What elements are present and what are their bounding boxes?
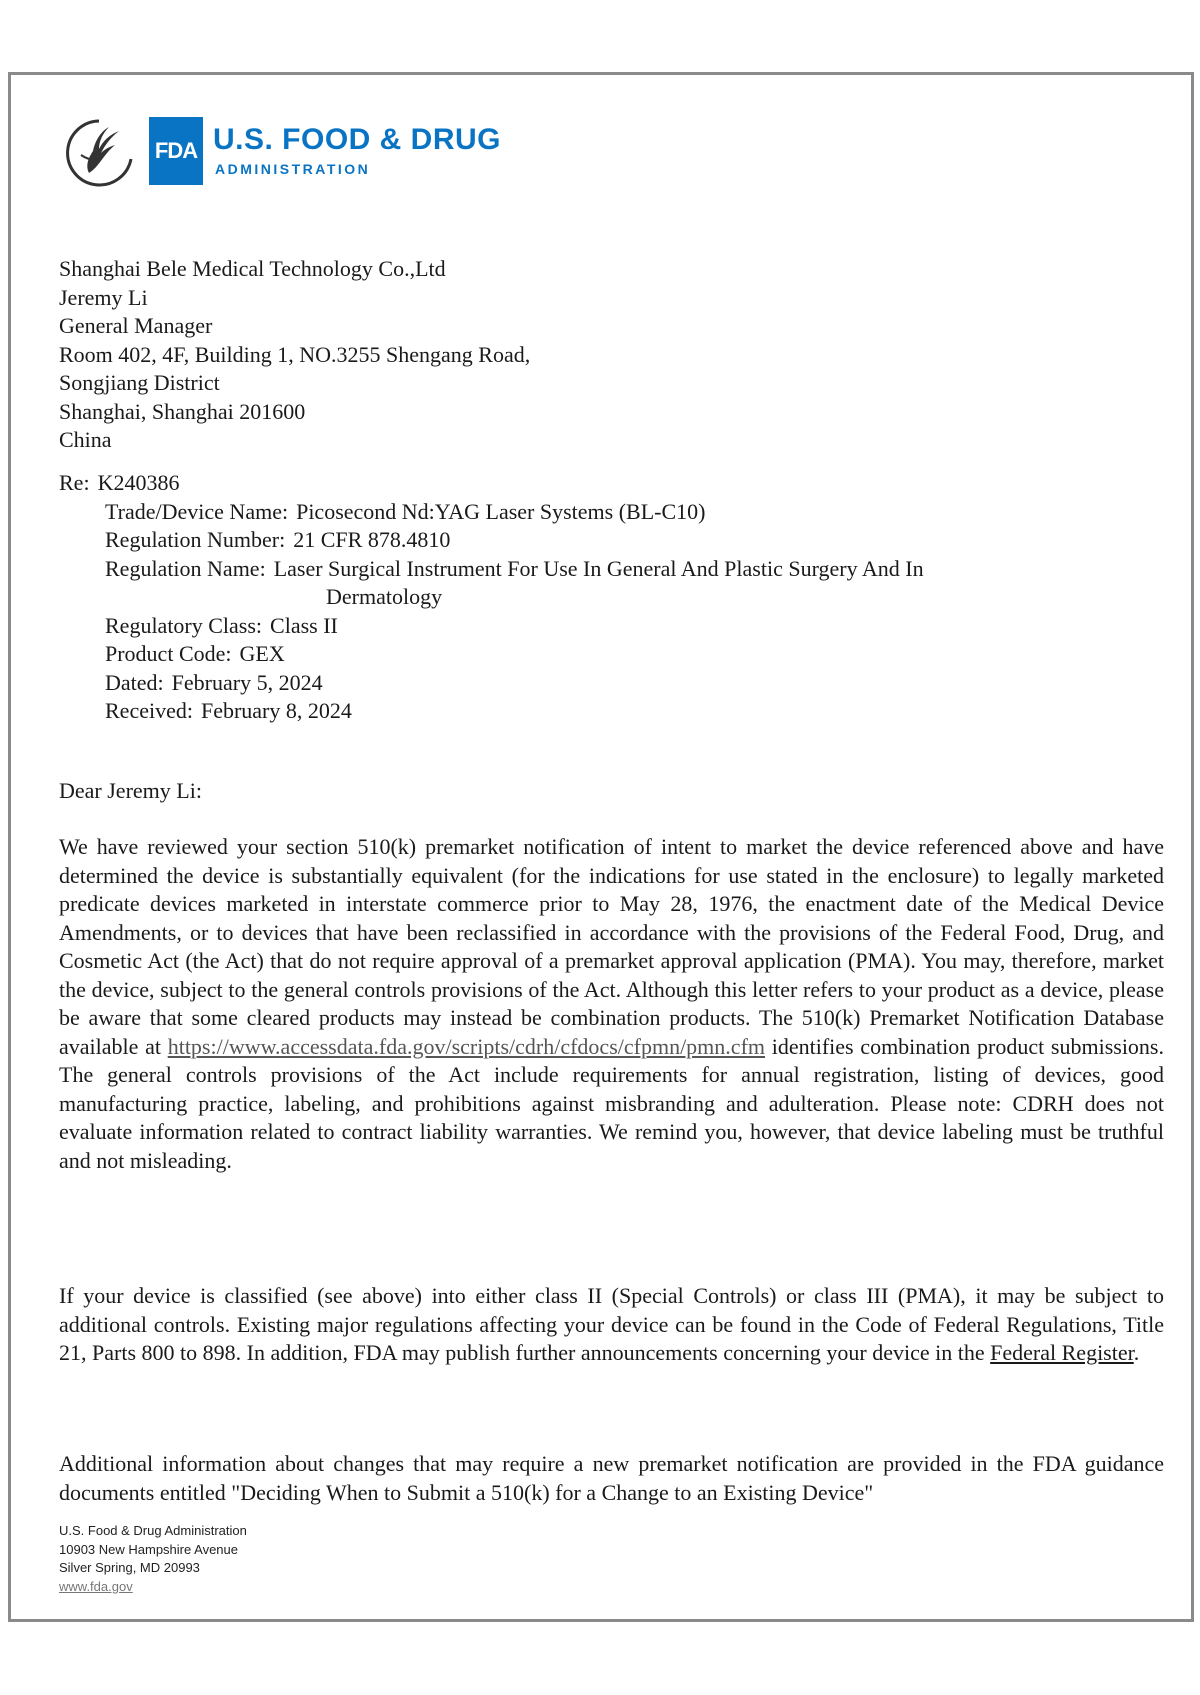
product-code-value: GEX — [239, 641, 285, 666]
dated-value: February 5, 2024 — [171, 669, 323, 695]
trade-name-value: Picosecond Nd:YAG Laser Systems (BL-C10) — [296, 498, 706, 524]
recipient-address — [59, 255, 530, 455]
footer-city: Silver Spring, MD 20993 — [59, 1560, 200, 1575]
address-country: China — [59, 427, 112, 452]
received-value: February 8, 2024 — [200, 698, 352, 723]
regulation-number-label: Regulation Number: — [105, 527, 286, 552]
footer-website-link[interactable]: www.fda.gov — [59, 1578, 133, 1594]
letter-page — [8, 72, 1194, 1622]
footer-agency-name: U.S. Food & Drug Administration — [59, 1523, 247, 1538]
fda-box-logo: FDA — [149, 117, 203, 185]
recipient-name: Jeremy Li — [59, 284, 148, 310]
address-line-1: Room 402, 4F, Building 1, NO.3255 Shengang Road, — [59, 341, 531, 367]
address-city: Shanghai, Shanghai 201600 — [59, 398, 306, 424]
regulatory-class-value: Class II — [270, 612, 338, 638]
federal-register-link[interactable]: Federal Register — [990, 1340, 1134, 1365]
re-label: Re: — [59, 470, 90, 495]
paragraph-2-end: . — [1133, 1340, 1140, 1365]
reference-block — [59, 469, 1139, 726]
paragraph-3: Additional information about changes that may require a new premarket notification are provided in the FDA guidance documents entitled "Deciding When to Submit a 510(k) for a Change to an Existing Device" — [59, 1451, 1164, 1505]
footer-street: 10903 New Hampshire Avenue — [59, 1541, 238, 1557]
paragraph-2-text: If your device is classified (see above) into either class II (Special Controls) or class III (PMA), it may be subject to additional controls. Existing major regulations affecting your device can be found in the Code of Federal Regulations, Title 21, Parts 800 to 898. In addition, FDA may publish further announcements concerning your device in the — [59, 1283, 1164, 1365]
regulation-name-label: Regulation Name: — [105, 555, 266, 581]
hhs-eagle-icon — [59, 115, 139, 191]
paragraph-1 — [59, 833, 1164, 1175]
submission-number: K240386 — [97, 470, 180, 495]
agency-title: U.S. FOOD & DRUG — [213, 123, 502, 156]
regulation-number-value: 21 CFR 878.4810 — [293, 527, 451, 552]
salutation: Dear Jeremy Li: — [59, 778, 202, 803]
paragraph-1-end: identifies combination product submissions. The general controls provisions of the Act include requirements for annual registration, listing of devices, good manufacturing practice, labeling, and prohibitions against misbranding and adulteration. Please note: CDRH does not evaluate information related to contract liability warranties. We remind you, however, that device labeling must be truthful and not misleading. — [59, 1033, 1164, 1173]
agency-footer — [59, 1522, 247, 1596]
regulation-name-continued: Dermatology — [326, 584, 443, 609]
recipient-title: General Manager — [59, 313, 213, 338]
paragraph-2 — [59, 1282, 1164, 1368]
dated-label: Dated: — [105, 669, 164, 695]
received-label: Received: — [105, 698, 193, 723]
fda-logo — [59, 113, 502, 193]
trade-name-label: Trade/Device Name: — [105, 498, 289, 524]
pmn-database-link[interactable]: https://www.accessdata.fda.gov/scripts/cdrh/cfdocs/cfpmn/pmn.cfm — [167, 1033, 766, 1059]
product-code-label: Product Code: — [105, 641, 232, 666]
paragraph-1-start: We have reviewed your section 510(k) premarket notification of intent to market the device referenced above and have determined the device is substantially equivalent (for the indications for use stated in the enclosure) to legally marketed predicate devices marketed in interstate commerce prior to May 28, 1976, the enactment date of the Medical Device Amendments, or to devices that have been reclassified in accordance with the provisions of the Federal Food, Drug, and Cosmetic Act (the Act) that do not require approval of a premarket approval application (PMA). You may, therefore, market the device, subject to the general controls provisions of the Act. Although this letter refers to your product as a device, please be aware that some cleared products may instead be combination products. The 510(k) Premarket Notification Database available at — [59, 834, 1164, 1059]
agency-subtitle: ADMINISTRATION — [215, 161, 371, 177]
regulation-name-value: Laser Surgical Instrument For Use In General And Plastic Surgery And In — [273, 555, 924, 581]
company-name: Shanghai Bele Medical Technology Co.,Ltd — [59, 256, 446, 281]
regulatory-class-label: Regulatory Class: — [105, 612, 263, 638]
address-line-2: Songjiang District — [59, 370, 220, 395]
